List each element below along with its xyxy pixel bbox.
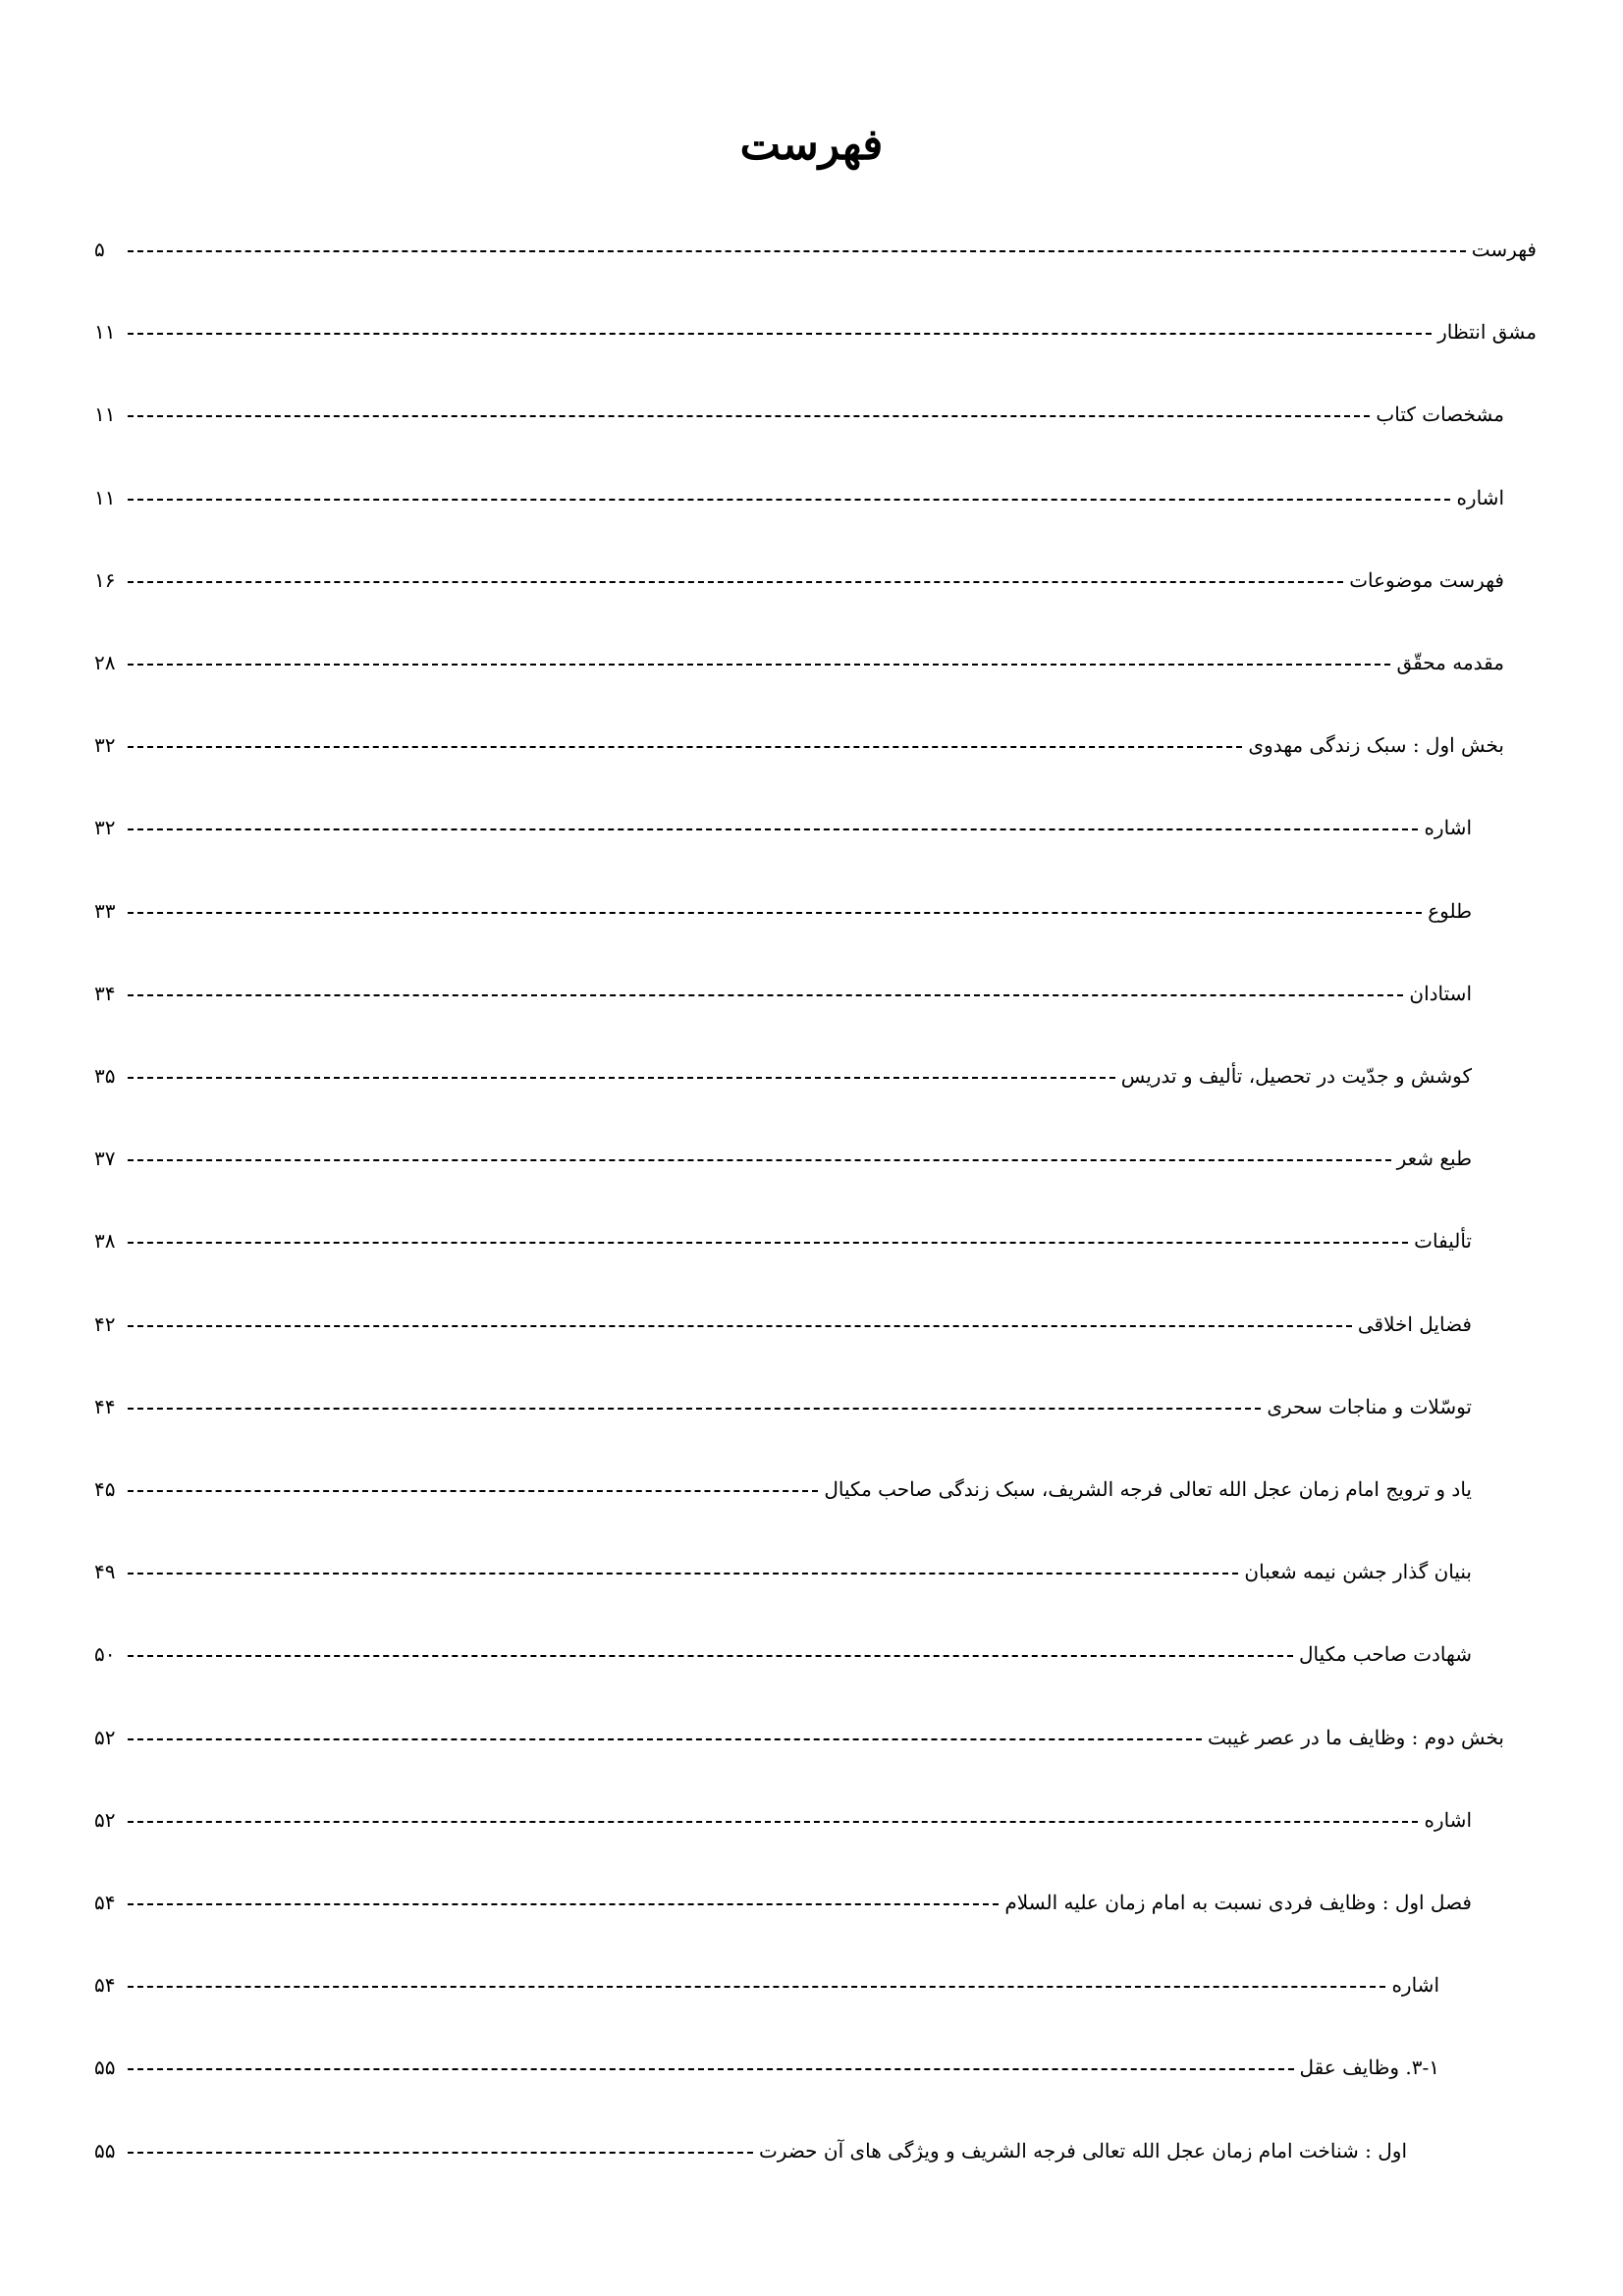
toc-entry-title: مشخصات کتاب <box>1376 402 1504 427</box>
toc-entry-page-number: ۳۵ <box>94 1064 116 1088</box>
toc-entry-title: طبع شعر <box>1396 1147 1472 1171</box>
toc-entry[interactable] <box>94 976 1472 1011</box>
dotted-leader <box>128 1325 1352 1327</box>
toc-entry[interactable] <box>94 810 1472 845</box>
dotted-leader <box>128 1490 818 1492</box>
toc-entry-title: توسّلات و مناجات سحری <box>1267 1394 1472 1418</box>
dotted-leader <box>128 2068 1294 2070</box>
toc-entry-page-number: ۳۲ <box>94 733 116 758</box>
dotted-leader <box>128 1655 1293 1657</box>
toc-entry-page-number: ۳۴ <box>94 981 116 1005</box>
toc-entry[interactable] <box>94 1223 1472 1258</box>
toc-entry[interactable] <box>94 893 1472 929</box>
toc-entry-title: مشق انتظار <box>1437 320 1537 345</box>
dotted-leader <box>128 1738 1202 1740</box>
toc-entry-title: طلوع <box>1428 898 1472 923</box>
toc-entry-page-number: ۵۴ <box>94 1973 116 1998</box>
toc-entry-title: ۳-۱. وظایف عقل <box>1299 2056 1439 2080</box>
toc-entry-title: بخش اول : سبک زندگی مهدوی <box>1248 733 1504 758</box>
toc-entry[interactable] <box>94 1636 1472 1672</box>
toc-entry-title: اول : شناخت امام زمان عجل الله تعالی فرجه الشریف و ویژگی های آن حضرت <box>758 2138 1407 2163</box>
toc-entry[interactable] <box>94 397 1504 432</box>
toc-entry-page-number: ۱۱ <box>94 320 116 345</box>
dotted-leader <box>128 912 1422 914</box>
toc-entry[interactable] <box>94 562 1504 598</box>
toc-entry-title: اشاره <box>1391 1973 1439 1998</box>
toc-entry[interactable] <box>94 232 1537 267</box>
toc-entry-page-number: ۳۸ <box>94 1229 116 1254</box>
toc-entry[interactable] <box>94 2050 1439 2085</box>
toc-entry-title: کوشش و جدّیت در تحصیل، تألیف و تدریس <box>1120 1064 1472 1088</box>
dotted-leader <box>128 1242 1408 1244</box>
toc-entry[interactable] <box>94 480 1504 515</box>
toc-entry-page-number: ۵ <box>94 238 105 261</box>
dotted-leader <box>128 1986 1385 1988</box>
toc-entry-title: اشاره <box>1424 1807 1472 1832</box>
toc-entry[interactable] <box>94 1802 1472 1838</box>
page-title: فهرست <box>739 120 884 170</box>
dotted-leader <box>128 1159 1391 1161</box>
toc-entry-page-number: ۴۹ <box>94 1560 116 1584</box>
toc-entry-page-number: ۱۶ <box>94 567 116 592</box>
toc-entry-title: شهادت صاحب مکیال <box>1298 1642 1472 1667</box>
toc-entry-page-number: ۵۰ <box>94 1642 116 1667</box>
toc-entry[interactable] <box>94 1471 1472 1507</box>
toc-entry-title: اشاره <box>1456 485 1504 509</box>
toc-entry[interactable] <box>94 314 1537 349</box>
toc-entry-title: بنیان گذار جشن نیمه شعبان <box>1244 1560 1472 1584</box>
toc-entry-title: فهرست <box>1471 238 1537 261</box>
table-of-contents <box>0 232 1623 2234</box>
dotted-leader <box>128 250 1466 252</box>
toc-entry-page-number: ۵۲ <box>94 1725 116 1749</box>
toc-entry-page-number: ۳۳ <box>94 898 116 923</box>
toc-entry[interactable] <box>94 1307 1472 1342</box>
toc-entry[interactable] <box>94 645 1504 680</box>
toc-entry[interactable] <box>94 1389 1472 1424</box>
dotted-leader <box>128 1903 999 1905</box>
dotted-leader <box>128 664 1390 666</box>
toc-entry-page-number: ۴۵ <box>94 1477 116 1501</box>
toc-entry[interactable] <box>94 2133 1407 2168</box>
toc-entry[interactable] <box>94 1720 1504 1755</box>
dotted-leader <box>128 333 1432 335</box>
toc-entry-page-number: ۵۲ <box>94 1807 116 1832</box>
dotted-leader <box>128 828 1418 830</box>
toc-entry[interactable] <box>94 1058 1472 1094</box>
toc-entry-page-number: ۱۱ <box>94 402 116 427</box>
dotted-leader <box>128 2152 753 2154</box>
toc-entry[interactable] <box>94 727 1504 763</box>
toc-entry-page-number: ۳۲ <box>94 816 116 840</box>
dotted-leader <box>128 499 1450 501</box>
toc-entry-page-number: ۵۴ <box>94 1891 116 1914</box>
toc-entry[interactable] <box>94 1554 1472 1589</box>
dotted-leader <box>128 1573 1238 1575</box>
dotted-leader <box>128 415 1370 417</box>
toc-entry-title: اشاره <box>1424 816 1472 840</box>
toc-entry-page-number: ۵۵ <box>94 2056 116 2080</box>
dotted-leader <box>128 1821 1418 1823</box>
toc-entry-page-number: ۴۴ <box>94 1394 116 1418</box>
toc-entry-page-number: ۱۱ <box>94 485 116 509</box>
toc-entry-page-number: ۵۵ <box>94 2138 116 2163</box>
dotted-leader <box>128 581 1343 583</box>
toc-entry-title: تألیفات <box>1414 1229 1472 1254</box>
toc-entry[interactable] <box>94 1141 1472 1176</box>
toc-entry-title: استادان <box>1409 981 1472 1005</box>
toc-entry-title: مقدمه محقّق <box>1396 651 1504 674</box>
toc-entry-title: بخش دوم : وظایف ما در عصر غیبت <box>1208 1725 1504 1749</box>
toc-entry[interactable] <box>94 1885 1472 1920</box>
toc-entry-title: فهرست موضوعات <box>1349 567 1504 592</box>
toc-entry-title: فصل اول : وظایف فردی نسبت به امام زمان علیه السلام <box>1004 1891 1472 1914</box>
dotted-leader <box>128 994 1403 996</box>
toc-entry-title: فضایل اخلاقی <box>1357 1311 1472 1336</box>
toc-entry-page-number: ۳۷ <box>94 1147 116 1171</box>
dotted-leader <box>128 1077 1115 1079</box>
toc-entry[interactable] <box>94 1967 1439 2002</box>
toc-entry-page-number: ۴۲ <box>94 1311 116 1336</box>
toc-entry-title: یاد و ترویج امام زمان عجل الله تعالی فرجه الشریف، سبک زندگی صاحب مکیال <box>824 1477 1472 1501</box>
dotted-leader <box>128 1408 1261 1410</box>
dotted-leader <box>128 746 1242 748</box>
toc-entry-page-number: ۲۸ <box>94 651 116 674</box>
